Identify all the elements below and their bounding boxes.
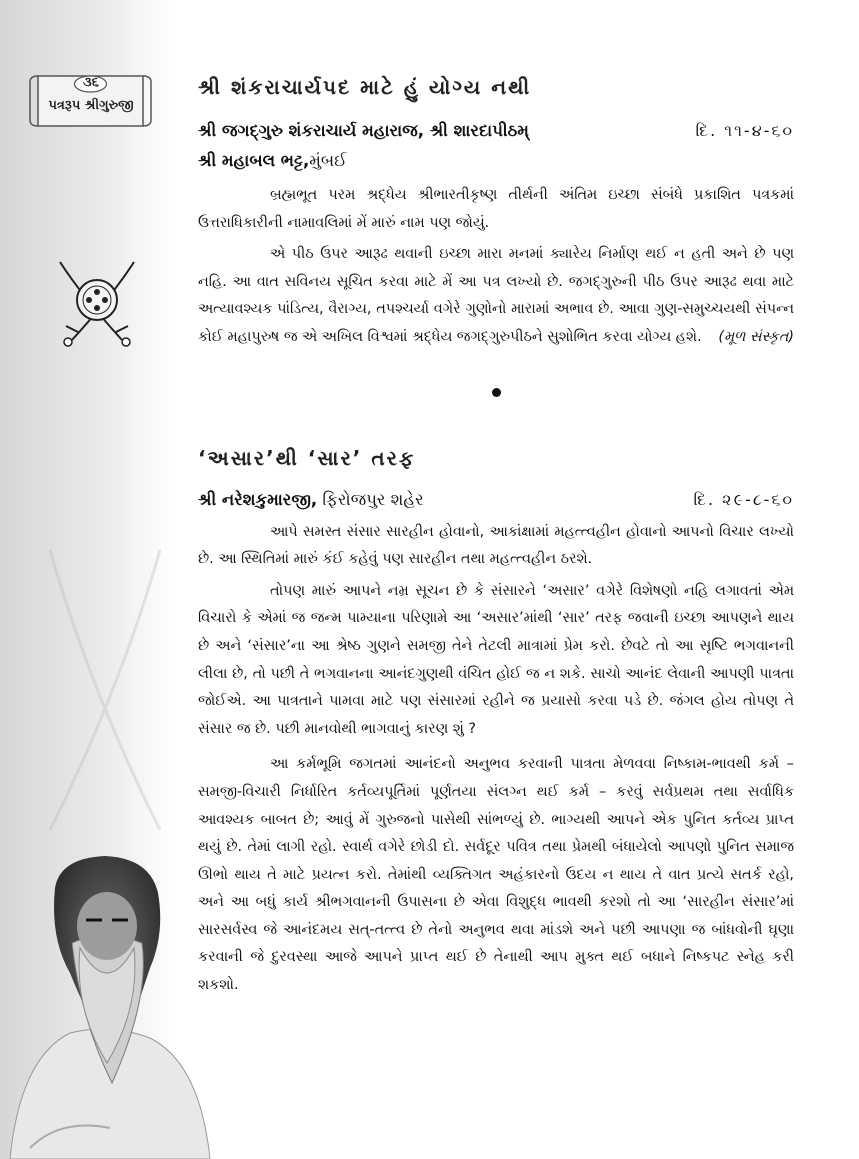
page-content: [198, 70, 794, 1000]
page-number: ૩૬: [83, 75, 99, 90]
letter1-source-note: (મૂળ સંસ્કૃત): [718, 328, 794, 345]
letter2-recipient-city: ફિરોજપુર શહેર: [322, 489, 424, 509]
letter2-header-row: [198, 485, 794, 515]
letter1-title: શ્રી શંકરાચાર્યપદ માટે હું યોગ્ય નથી: [198, 75, 532, 99]
letter1-recipient2-city: મુંબઈ: [309, 151, 347, 170]
letter1-header-row: [198, 116, 794, 146]
letter2-paragraph-1: આપે સમસ્ત સંસાર સારહીન હોવાનો, આકાંક્ષામાં મહત્ત્વહીન હોવાનો આપનો વિચાર લખ્યો છે. આ સ્થિતિમાં મારું કંઈ કહેવું પણ સારહીન તથા મહત્ત્વહીન ઠરશે.: [198, 523, 794, 568]
letter1-date: દિ. ૧૧-૪-૬૦: [695, 121, 794, 140]
faded-swords-background-icon: [30, 540, 180, 840]
letter1-paragraph-1: બ્રહ્મભૂત પરમ શ્રદ્ધેય શ્રીભારતીકૃષ્ણ તીર્થની અંતિમ ઇચ્છા સંબંધે પ્રકાશિત પત્રકમાં ઉત્તરાધિકારીની નામાવલિમાં મેં મારું નામ પણ જોયું.: [198, 187, 794, 231]
letter1-recipient2-row: [198, 146, 794, 176]
letter1-paragraph-2: એ પીઠ ઉપર આરૂઢ થવાની ઇચ્છા મારા મનમાં ક્યારેય નિર્માણ થઈ ન હતી અને છે પણ નહિ. આ વાત સવિનય સૂચિત કરવા માટે મેં આ પત્ર લખ્યો છે. જગદ્ગુરુની પીઠ ઉપર આરૂઢ થવા માટે અત્યાવશ્યક પાંડિત્ય, વૈરાગ્ય, તપશ્ચર્યા વગેરે ગુણોનો મારામાં અભાવ છે. આવા ગુણ-સમુચ્ચયથી સંપન્ન કોઈ મહાપુરુષ જ એ અખિલ વિશ્વમાં શ્રદ્ધેય જગદ્ગુરુપીઠને સુશોભિત કરવા યોગ્ય હશે.: [198, 246, 794, 345]
letter1-recipient2-name: શ્રી મહાબલ ભટ્ટ,: [198, 151, 310, 170]
running-title: પત્રરૂપ શ્રીગુરુજી: [48, 98, 134, 113]
guruji-portrait-image: [0, 848, 215, 1159]
letter1-recipient: શ્રી જગદ્ગુરુ શંકરાચાર્ય મહારાજ, શ્રી શારદાપીઠમ્: [198, 121, 529, 140]
letter2-paragraph-2: તોપણ મારું આપને નમ્ર સૂચન છે કે સંસારને ‘અસાર’ વગેરે વિશેષણો નહિ લગાવતાં એમ વિચારો કે એમાં જ જન્મ પામ્યાના પરિણામે આ ‘અસાર’માંથી ‘સાર’ તરફ જવાની ઇચ્છા આપણને થાય છે અને ‘સંસાર’ના આ શ્રેષ્ઠ ગુણને સમજી તેને તેટલી માત્રામાં પ્રેમ કરો. છેવટે તો આ સૃષ્ટિ ભગવાનની લીલા છે, તો પછી તે ભગવાનના આનંદગુણથી વંચિત હોઈ જ ન શકે. સાચો આનંદ લેવાની આપણી પાત્રતા જોઈએ. આ પાત્રતાને પામવા માટે પણ સંસારમાં રહીને જ પ્રયાસો કરવા પડે છે. જંગલ હોય તોપણ તે સંસાર જ છે. પછી માનવોથી ભાગવાનું કારણ શું ?: [198, 582, 794, 737]
crossed-swords-shield-icon: [52, 256, 142, 351]
letter2-title: ‘અસાર’થી ‘સાર’ તરફ: [198, 445, 416, 470]
letter2-date: દિ. ૨૯-૮-૬૦: [693, 489, 794, 509]
section-divider-dot: [492, 388, 501, 397]
letter2-recipient-name: શ્રી નરેશકુમારજી,: [198, 489, 318, 509]
letter2-paragraph-3: આ કર્મભૂમિ જગતમાં આનંદનો અનુભવ કરવાની પાત્રતા મેળવવા નિષ્કામ-ભાવથી કર્મ – સમજી-વિચારી નિર્ધારિત કર્તવ્યપૂર્તિમાં પૂર્ણતયા સંલગ્ન થઈ કર્મ – કરવું સર્વપ્રથમ તથા સર્વાધિક આવશ્યક બાબત છે; આવું મેં ગુરુજનો પાસેથી સાંભળ્યું છે. ભાગ્યથી આપને એક પુનિત કર્તવ્ય પ્રાપ્ત થયું છે. તેમાં લાગી રહો. સ્વાર્થ વગેરે છોડી દો. સર્વદૂર પવિત્ર તથા પ્રેમથી બંધાયેલો આપણો પુનિત સમાજ ઊભો થાય તે માટે પ્રયત્ન કરો. તેમાંથી વ્યક્તિગત અહંકારનો ઉદય ન થાય તે વાત પ્રત્યે સતર્ક રહો, અને આ બધું કાર્ય શ્રીભગવાનની ઉપાસના છે એવા વિશુદ્ધ ભાવથી કરશો તો આ ‘સારહીન સંસાર’માં સારસર્વસ્વ જે આનંદમય સત્-તત્ત્વ છે તેનો અનુભવ થવા માંડશે અને પછી આપણા જ બાંધવોની ઘૃણા કરવાની જે દુરવસ્થા આજે આપને પ્રાપ્ત થઈ છે તેનાથી આપ મુક્ત થઈ બધાને નિષ્કપટ સ્નેહ કરી શકશો.: [198, 756, 794, 994]
